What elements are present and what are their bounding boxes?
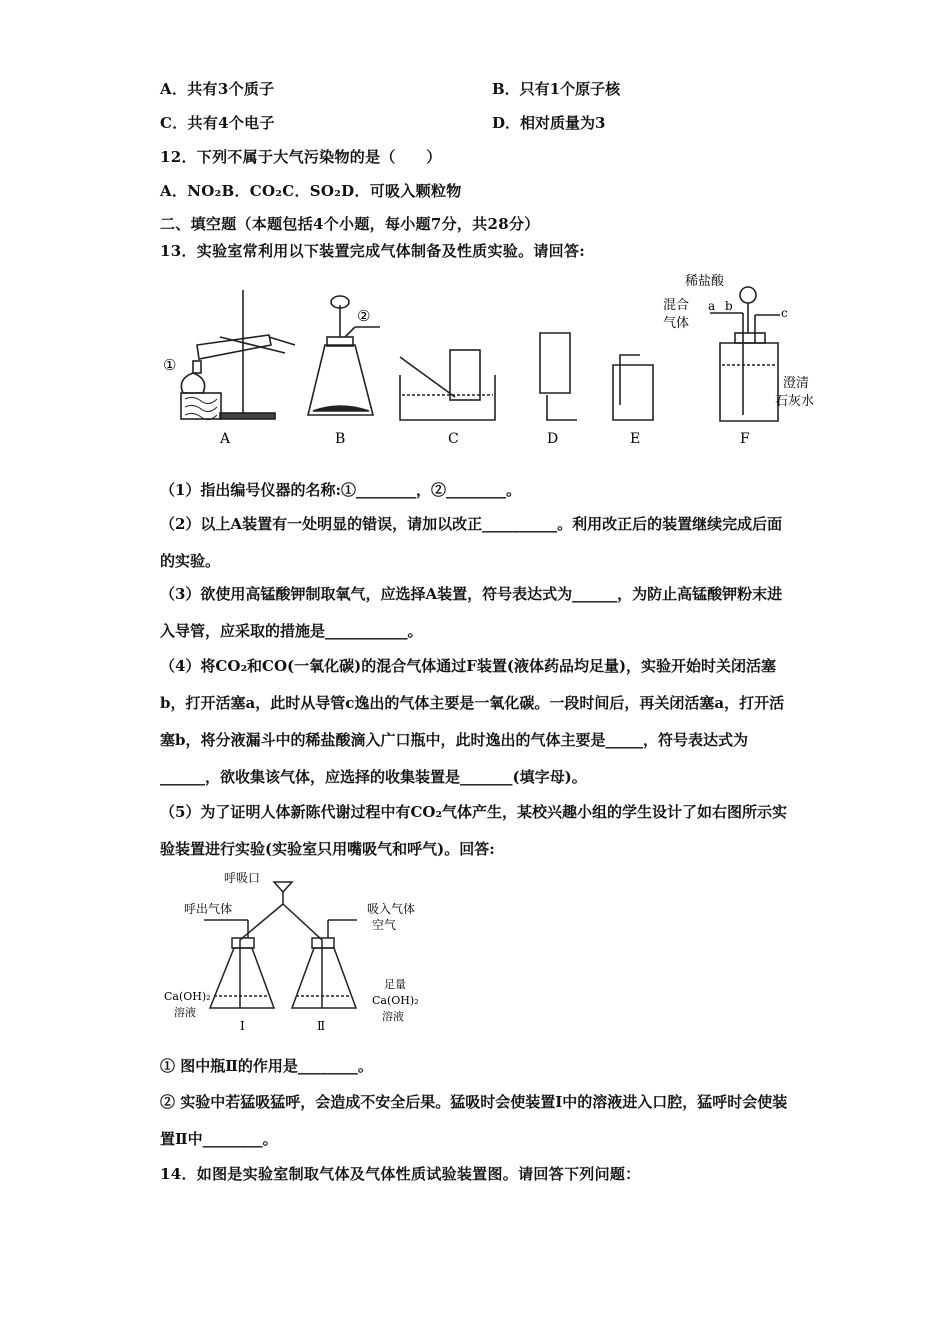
label-e: E: [630, 431, 641, 447]
mouth-label: 呼吸口: [224, 871, 261, 885]
left-solution-label-1: Ca(OH)₂: [164, 990, 211, 1003]
q14-stem: 14．如图是实验室制取气体及气体性质试验装置图。请回答下列问题：: [160, 1165, 641, 1183]
marker-1: ①: [163, 356, 177, 374]
right-solution-label-0: 足量: [384, 978, 406, 991]
label-c: C: [448, 431, 459, 447]
left-solution-label-2: 溶液: [174, 1006, 196, 1019]
q13-part-2: （2）以上A装置有一处明显的错误，请加以改正__________。利用改正后的装置继续完成后面的实验。: [160, 515, 783, 570]
right-solution-label-1: Ca(OH)₂: [372, 994, 419, 1007]
marker-2: ②: [357, 307, 371, 325]
tube-c: c: [781, 306, 788, 320]
q11-option-a: A．共有3个质子: [160, 80, 275, 98]
limewater-label-1: 澄清: [783, 376, 810, 391]
q13-part-4: （4）将CO₂和CO(一氧化碳)的混合气体通过F装置(液体药品均足量)，实验开始时关闭活塞b，打开活塞a，此时从导管c逸出的气体主要是一氧化碳。一段时间后，再关闭活塞a，打开活塞b，将分液漏斗中的稀盐酸滴入广口瓶中，此时逸出的气体主要是_____，符号表达式为______，欲收集该气体，应选择的收集装置是_______(填字母)。: [160, 657, 785, 786]
mixed-gas-label-1: 混合: [663, 298, 690, 313]
breathing-figure: [162, 868, 462, 1038]
label-a: A: [220, 431, 231, 447]
q11-option-c: C．共有4个电子: [160, 114, 275, 132]
label-f: F: [740, 431, 750, 447]
q12-stem: 12．下列不属于大气污染物的是（ ）: [160, 148, 442, 166]
q12-options: A．NO₂B．CO₂C．SO₂D．可吸入颗粒物: [160, 182, 462, 200]
acid-label: 稀盐酸: [685, 274, 725, 289]
q11-option-d: D．相对质量为3: [492, 114, 606, 132]
inhale-label-2: 空气: [372, 918, 397, 932]
valve-a: a: [708, 299, 716, 313]
q13-part-1: （1）指出编号仪器的名称:①________，②________。: [160, 481, 521, 499]
label-b: B: [335, 431, 346, 447]
right-solution-label-2: 溶液: [382, 1010, 404, 1023]
valve-b: b: [725, 299, 733, 313]
label-d: D: [547, 431, 559, 447]
q13-sub-2: ② 实验中若猛吸猛呼，会造成不安全后果。猛吸时会使装置Ⅰ中的溶液进入口腔，猛呼时会使装置Ⅱ中________。: [160, 1093, 788, 1148]
section-heading: 二、填空题（本题包括4个小题，每小题7分，共28分）: [160, 215, 540, 233]
q11-option-b: B．只有1个原子核: [492, 80, 621, 98]
q13-stem: 13．实验室常利用以下装置完成气体制备及性质实验。请回答:: [160, 242, 586, 260]
exhale-label: 呼出气体: [184, 902, 233, 916]
limewater-label-2: 石灰水: [775, 394, 815, 409]
flask-i-label: Ⅰ: [240, 1019, 245, 1033]
q13-part-5: （5）为了证明人体新陈代谢过程中有CO₂气体产生，某校兴趣小组的学生设计了如右图所示实验装置进行实验(实验室只用嘴吸气和呼气)。回答:: [160, 803, 788, 858]
inhale-label-1: 吸入气体: [367, 902, 416, 916]
mixed-gas-label-2: 气体: [663, 316, 690, 331]
flask-ii-label: Ⅱ: [317, 1019, 326, 1033]
apparatus-figure: [155, 265, 815, 455]
q13-part-3: （3）欲使用高锰酸钾制取氧气，应选择A装置，符号表达式为______，为防止高锰酸钾粉末进入导管，应采取的措施是___________。: [160, 585, 783, 640]
q13-sub-1: ① 图中瓶Ⅱ的作用是________。: [160, 1057, 373, 1075]
